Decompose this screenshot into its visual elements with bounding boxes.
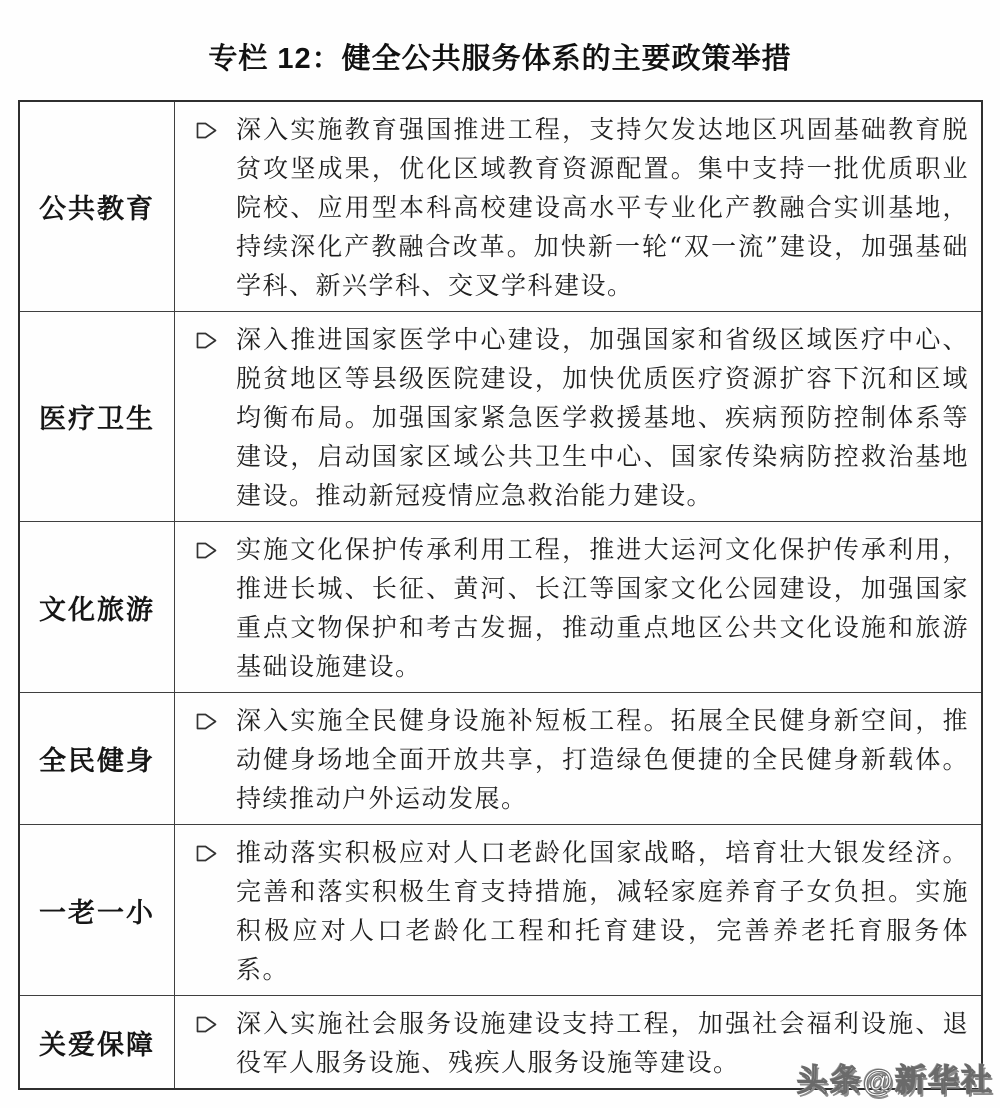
table-row — [20, 521, 981, 692]
watermark: 头条@新华社 — [796, 1063, 994, 1098]
policy-text: 深入实施社会服务设施建设支持工程，加强社会福利设施、退役军人服务设施、残疾人服务设施等建设。 — [236, 1009, 969, 1077]
category-cell — [20, 996, 175, 1088]
category-cell — [20, 102, 175, 311]
arrow-bullet-icon — [194, 842, 219, 865]
category-label: 公共教育 — [39, 194, 155, 224]
category-label: 关爱保障 — [39, 1029, 155, 1060]
category-cell — [20, 825, 175, 995]
policy-cell — [175, 522, 981, 692]
category-cell — [20, 522, 175, 692]
table-row — [20, 102, 981, 311]
policy-text: 深入推进国家医学中心建设，加强国家和省级区域医疗中心、脱贫地区等县级医院建设，加快优质医疗资源扩容下沉和区域均衡布局。加强国家紧急医学救援基地、疾病预防控制体系等建设，启动国家区域公共卫生中心、国家传染病防控救治基地建设。推动新冠疫情应急救治能力建设。 — [236, 325, 969, 510]
category-label: 医疗卫生 — [39, 404, 155, 434]
table-row — [20, 311, 981, 521]
policy-table — [18, 100, 983, 1090]
policy-text: 实施文化保护传承利用工程，推进大运河文化保护传承利用，推进长城、长征、黄河、长江等国家文化公园建设，加强国家重点文物保护和考古发掘，推动重点地区公共文化设施和旅游基础设施建设。 — [236, 535, 969, 681]
table-row — [20, 824, 981, 995]
page-title: 专栏 12：健全公共服务体系的主要政策举措 — [208, 43, 792, 75]
policy-cell — [175, 693, 981, 824]
arrow-bullet-icon — [194, 329, 219, 352]
arrow-bullet-icon — [194, 539, 219, 562]
policy-text: 深入实施全民健身设施补短板工程。拓展全民健身新空间，推动健身场地全面开放共享，打造绿色便捷的全民健身新载体。持续推动户外运动发展。 — [236, 706, 969, 813]
table-row — [20, 692, 981, 824]
category-label: 一老一小 — [39, 897, 155, 928]
policy-text: 深入实施教育强国推进工程，支持欠发达地区巩固基础教育脱贫攻坚成果，优化区域教育资源配置。集中支持一批优质职业院校、应用型本科高校建设高水平专业化产教融合实训基地，持续深化产教融合改革。加快新一轮“双一流”建设，加强基础学科、新兴学科、交叉学科建设。 — [236, 115, 969, 300]
policy-cell — [175, 102, 981, 311]
category-cell — [20, 312, 175, 521]
arrow-bullet-icon — [194, 710, 219, 733]
category-label: 文化旅游 — [39, 594, 155, 625]
policy-text: 推动落实积极应对人口老龄化国家战略，培育壮大银发经济。完善和落实积极生育支持措施，减轻家庭养育子女负担。实施积极应对人口老龄化工程和托育建设，完善养老托育服务体系。 — [236, 838, 969, 984]
policy-cell — [175, 825, 981, 995]
category-cell — [20, 693, 175, 824]
arrow-bullet-icon — [194, 1013, 219, 1036]
arrow-bullet-icon — [194, 119, 219, 142]
category-label: 全民健身 — [39, 746, 155, 776]
policy-cell — [175, 312, 981, 521]
